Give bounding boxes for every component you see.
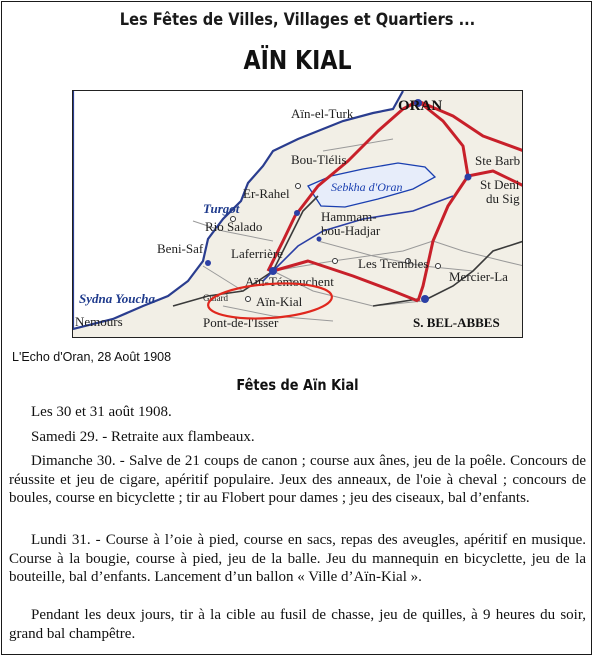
map-label-ain-el-turk: Aïn-el-Turk <box>291 106 354 121</box>
map-label-les-trembles: Les Trembles <box>358 256 429 271</box>
map-label-ain-kial: Aïn-Kial <box>256 294 303 309</box>
day-lead-samedi: Samedi 29. - <box>31 429 108 445</box>
article-paragraph-closing: Pendant les deux jours, tir à la cible au fusil de chasse, jeu de quilles, à 9 heures du soir, grand bal champêtre. <box>9 607 586 642</box>
day-text-samedi: Retraite aux flambeaux. <box>107 429 255 445</box>
map-label-st-barbe: Ste Barb <box>475 153 521 168</box>
map-label-sebkha: Sebkha d'Oran <box>331 180 403 194</box>
source-caption: L'Echo d'Oran, 28 Août 1908 <box>12 350 172 364</box>
map-label-mercier: Mercier-La <box>449 269 508 284</box>
day-text-lundi: Course à l’oie à pied, course en sacs, repas des aveugles, apéritif en musique. Course à la bougie, course à pied, jeu de la balle. Jeu du mannequin en bicyclette, jeu de la bouteille, bal d’enfants. Lancement d’un ballon « Ville d’Aïn-Kial ». <box>9 532 586 586</box>
map-label-laferriere: Laferrière <box>231 246 283 261</box>
day-lead-lundi: Lundi 31. - <box>31 532 101 548</box>
town-title: AÏN KIAL <box>243 46 352 76</box>
map-label-nemours: Nemours <box>75 314 123 329</box>
map-label-guiard: Guiard <box>203 293 228 303</box>
map-label-sidi-bel-abbes: S. BEL-ABBES <box>413 315 500 330</box>
map-label-hammam: Hammam- <box>321 209 377 224</box>
region-map <box>72 90 523 338</box>
map-label-ain-temouchent: Aïn-Témouchent <box>245 274 334 289</box>
map-label-turgot: Turgot <box>203 201 240 216</box>
map-label-oran: ORAN <box>398 98 443 114</box>
article-paragraph-samedi <box>9 428 586 447</box>
map-label-bou-tlelis: Bou-Tlélis <box>291 152 347 167</box>
map-label-er-rahel: Er-Rahel <box>243 186 290 201</box>
article-paragraph-dimanche <box>9 452 586 508</box>
day-text-dimanche: Salve de 21 coups de canon ; course aux ânes, jeu de la poêle. Concours de réussite et jeu de cigare, apéritif populaire. Jeux des anneaux, de l'oie à cheval ; concours de boules, course en bicyclette ; tir au Flobert pour dames ; jeu des ciseaux, bal d’enfants. <box>9 453 586 507</box>
map-label-pont-isser: Pont-de-l'Isser <box>203 315 279 330</box>
series-title: Les Fêtes de Villes, Villages et Quartiers ... <box>119 10 476 30</box>
article-paragraph-dates: Les 30 et 31 août 1908. <box>31 404 172 420</box>
article-heading: Fêtes de Aïn Kial <box>236 376 359 394</box>
map-label-bou-hadjar: bou-Hadjar <box>321 223 381 238</box>
map-label-du-sig: du Sig <box>486 191 520 206</box>
map-label-rio-salado: Rio Salado <box>205 219 263 234</box>
map-label-st-denis: St Deni <box>480 177 520 192</box>
day-lead-dimanche: Dimanche 30. - <box>31 453 125 469</box>
map-label-beni-saf: Beni-Saf <box>157 241 204 256</box>
map-label-sydna-youcha: Sydna Youcha <box>79 291 155 306</box>
article-paragraph-lundi <box>9 531 586 587</box>
